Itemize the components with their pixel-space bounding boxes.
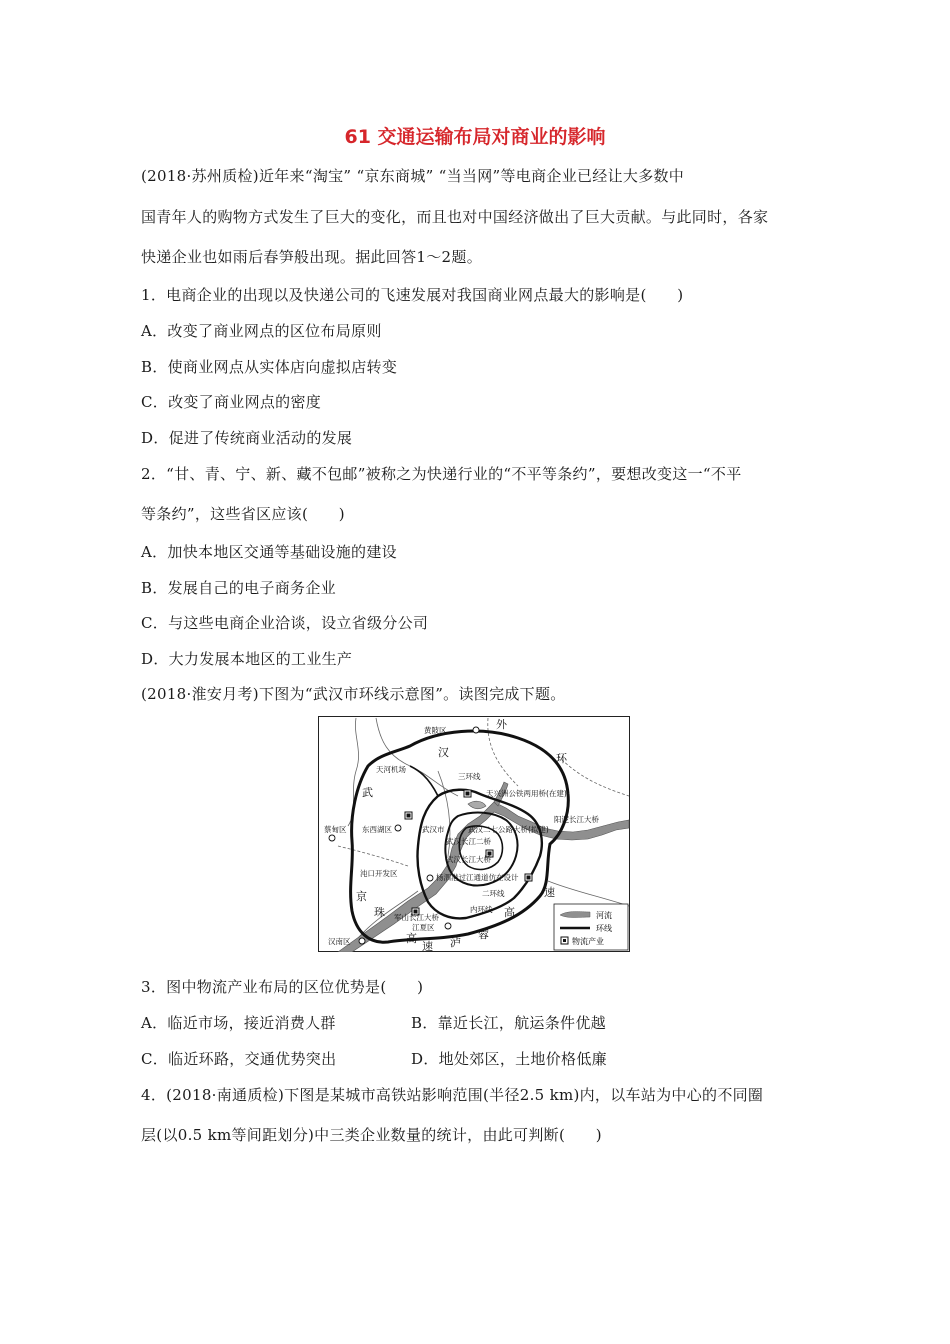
question-3-option-c: C．临近环路，交通优势突出 (141, 1050, 337, 1068)
legend-ring: 环线 (596, 924, 612, 933)
question-1-option-a: A．改变了商业网点的区位布局原则 (141, 322, 382, 340)
label-yangluo: 阳逻长江大桥 (554, 815, 599, 824)
question-4-stem-line-2: 层(以0.5 km等间距划分)中三类企业数量的统计，由此可判断( ) (141, 1126, 602, 1144)
question-3-option-d: D．地处郊区，土地价格低廉 (411, 1050, 607, 1068)
label-jiangxia: 江夏区 (412, 923, 435, 932)
road-char-wu: 武 (362, 786, 373, 799)
label-dongxihu: 东西湖区 (362, 825, 392, 834)
label-junshan: 军山长江大桥 (394, 913, 439, 922)
road-char-han: 汉 (438, 746, 449, 759)
intro-line-1: (2018·苏州质检)近年来“淘宝” “京东商城” “当当网”等电商企业已经让大多数中 (141, 167, 685, 185)
question-2-stem-line-1: 2．“甘、青、宁、新、藏不包邮”被称之为快递行业的“不平等条约”，要想改变这一“不平 (141, 465, 742, 483)
question-2-option-b: B．发展自己的电子商务企业 (141, 579, 336, 597)
road-char-su-2: 速 (544, 886, 555, 899)
road-char-lu: 泸 (450, 936, 461, 949)
road-char-huan: 环 (556, 752, 567, 765)
label-caidian: 蔡甸区 (324, 825, 347, 834)
label-erhuan: 二环线 (482, 889, 505, 898)
legend-river: 河流 (596, 911, 612, 920)
label-erqiao: 武汉长江二桥 (446, 837, 491, 846)
question-3-option-a: A．临近市场，接近消费人群 (141, 1014, 336, 1032)
label-changjiang: 武汉长江大桥 (446, 855, 491, 864)
label-hannan: 汉南区 (328, 937, 351, 946)
road-char-rong: 蓉 (478, 928, 489, 941)
label-neihuan: 内环线 (470, 905, 493, 914)
road-char-zhu: 珠 (374, 906, 385, 919)
label-zhuankou: 沌口开发区 (360, 869, 398, 878)
road-char-gao-2: 高 (504, 906, 515, 919)
question-2-option-d: D．大力发展本地区的工业生产 (141, 650, 353, 668)
road-char-gao: 高 (406, 932, 417, 945)
legend-logistics: 物流产业 (572, 937, 604, 946)
question-1-stem: 1．电商企业的出现以及快递公司的飞速发展对我国商业网点最大的影响是( ) (141, 286, 684, 304)
label-tianxingzhou: 天兴洲公铁两用桥(在建) (486, 789, 567, 798)
question-1-option-d: D．促进了传统商业活动的发展 (141, 429, 353, 447)
wuhan-ring-road-map (318, 716, 630, 952)
question-1-option-b: B．使商业网点从实体店向虚拟店转变 (141, 358, 398, 376)
intro-line-2: 国青年人的购物方式发生了巨大的变化，而且也对中国经济做出了巨大贡献。与此同时，各家 (141, 208, 769, 226)
label-tianhe: 天河机场 (376, 765, 406, 774)
map-legend (554, 904, 628, 950)
question-3-option-b: B．靠近长江，航运条件优越 (411, 1014, 606, 1032)
intro-line-3: 快递企业也如雨后春笋般出现。据此回答1～2题。 (141, 248, 482, 266)
question-2-option-a: A．加快本地区交通等基础设施的建设 (141, 543, 397, 561)
road-char-su: 速 (422, 940, 433, 952)
question-4-stem-line-1: 4．(2018·南通质检)下图是某城市高铁站影响范围(半径2.5 km)内，以车站为中心的不同圈 (141, 1086, 764, 1104)
road-char-wai: 外 (496, 718, 507, 731)
label-huangpi: 黄陂区 (424, 726, 447, 735)
question-2-stem-line-2: 等条约”，这些省区应该( ) (141, 505, 345, 523)
label-wuhanshi: 武汉市 (422, 825, 445, 834)
map-intro: (2018·淮安月考)下图为“武汉市环线示意图”。读图完成下题。 (141, 685, 566, 703)
road-char-jing: 京 (356, 890, 367, 903)
legend-logistics-icon (561, 937, 568, 944)
page-title: 61 交通运输布局对商业的影响 (344, 126, 606, 148)
label-erqi: 武汉二七公路大桥(拟建) (468, 825, 549, 834)
label-yangsi: 杨泗港过江通道仿在设计 (436, 873, 519, 882)
question-3-stem: 3．图中物流产业布局的区位优势是( ) (141, 978, 424, 996)
label-sanhuan: 三环线 (458, 772, 481, 781)
question-2-option-c: C．与这些电商企业洽谈，设立省级分公司 (141, 614, 429, 632)
question-1-option-c: C．改变了商业网点的密度 (141, 393, 322, 411)
